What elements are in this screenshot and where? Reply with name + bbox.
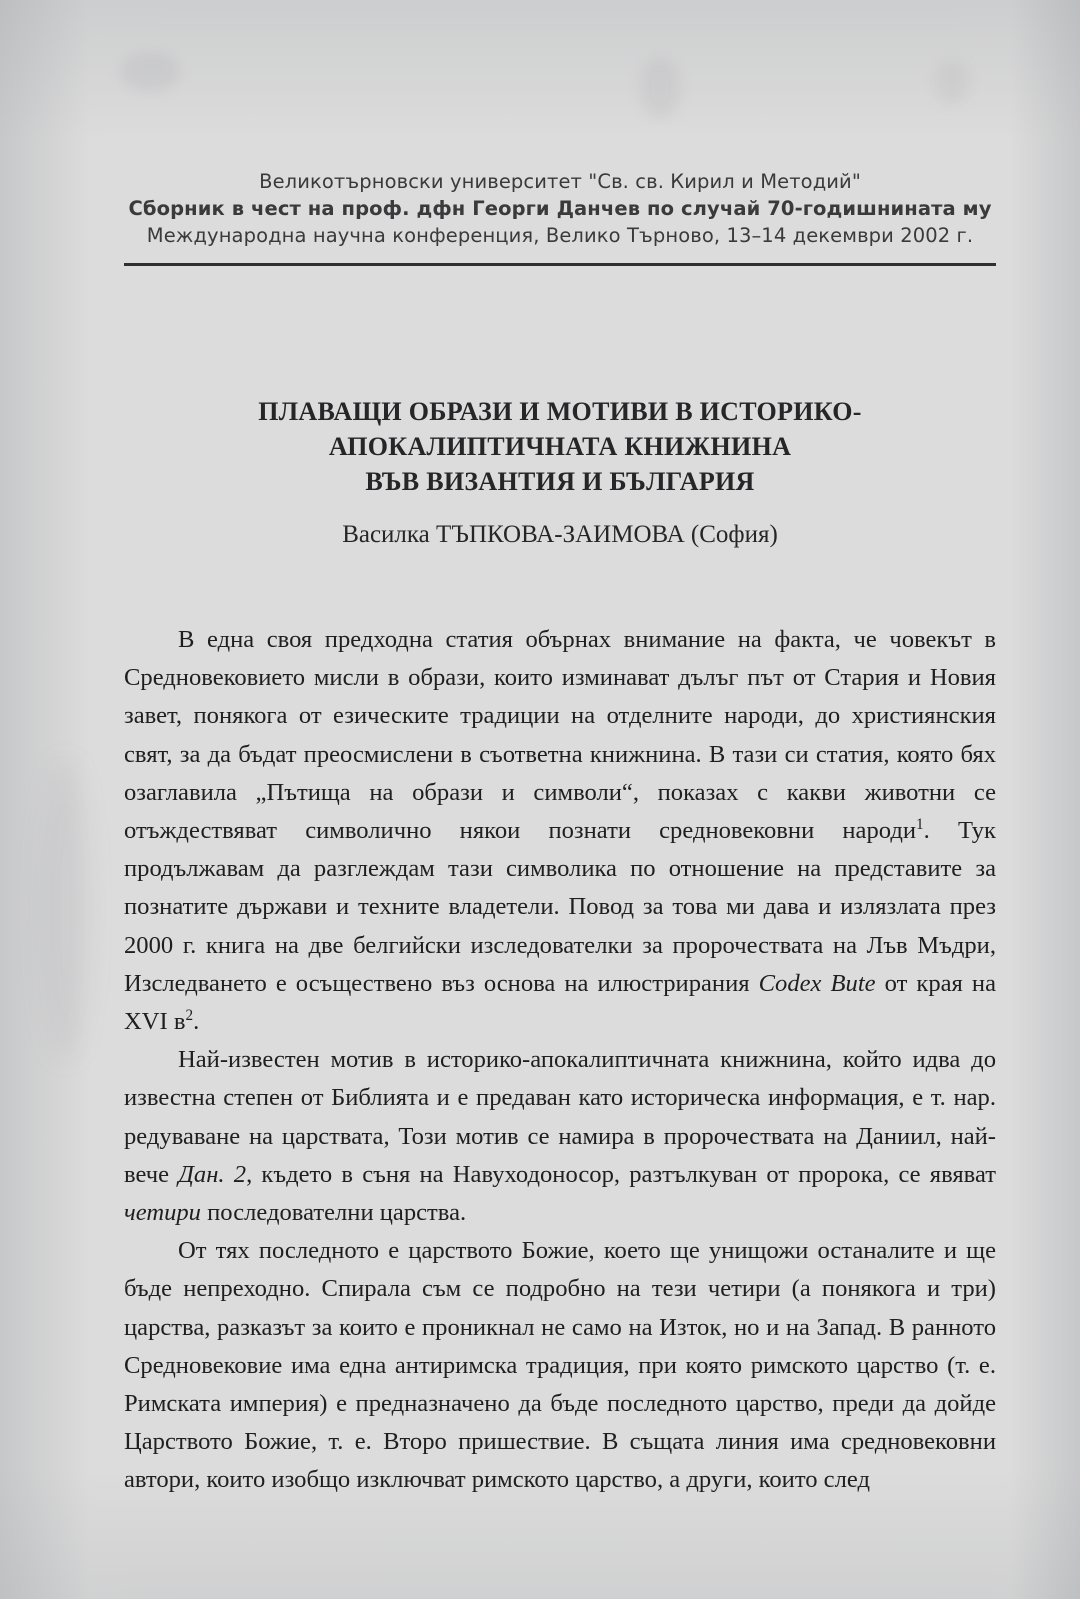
paragraph-2-part-c: последователни царства. [200, 1199, 467, 1227]
daniel-reference-italic: Дан. 2 [178, 1160, 247, 1188]
paragraph-1-part-b: . Тук продължавам да разглеждам тази символика по отношение на представите за познатите държави и техните владетели. Повод за това ми дава и излязлата през 2000 г. книга на две белгийски изследователки за пророчествата на Лъв Мъдри, Изследването е осъществено въз основа на илюстрирания [124, 817, 997, 997]
volume-title: Сборник в чест на проф. дфн Георги Данчев по случай 70-годишнината му [128, 197, 992, 220]
university-name: Великотърновски университет "Св. св. Кирил и Методий" [259, 170, 861, 193]
paragraph-2-part-a: Най-известен мотив в историко-апокалиптичната книжнина, който идва до известна степен от Библията и е предаван като историческа информация, е т. нар. редуваване на царствата, Този мотив се намира в пророчествата на Даниил, най-вече [124, 1046, 996, 1188]
article-author: Василка ТЪПКОВА-ЗАИМОВА (София) [342, 521, 778, 548]
paragraph-3: От тях последното е царството Божие, което ще унищожи останалите и ще бъде непреходно. Спирала съм се подробно на тези четири (а понякога и три) царства, разказът за които е проникнал не само на Изток, но и на Запад. В ранното Средновековие има една антиримска традиция, при която римското царство (т. е. Римската империя) е предназначено да бъде последното царство, преди да дойде Царството Божие, т. е. Второ пришествие. В същата линия има средновековни автори, които изобщо изключват римското царство, а други, които след [124, 1237, 996, 1494]
paragraph-1 [124, 621, 996, 1041]
paragraph-1-part-c: от края на XVI в [124, 969, 996, 1036]
footnote-marker-2: 2 [185, 1006, 194, 1024]
page-title [124, 394, 996, 499]
publication-header [124, 168, 996, 266]
footnote-marker-1: 1 [916, 815, 924, 833]
conference-info: Международна научна конференция, Велико Търново, 13–14 декември 2002 г. [146, 224, 974, 247]
article-body [124, 621, 996, 1500]
header-divider [124, 263, 996, 266]
title-line-3: ВЪВ ВИЗАНТИЯ И БЪЛГАРИЯ [365, 467, 755, 496]
paragraph-2 [124, 1041, 996, 1232]
codex-title-italic: Codex Bute [758, 969, 876, 997]
paragraph-1-part-d: . [193, 1008, 200, 1036]
paragraph-2-part-b: , където в съня на Навуходоносор, разтълкуван от пророка, се явяват [246, 1160, 996, 1188]
four-emphasis-italic: четири [124, 1199, 201, 1227]
title-line-2: АПОКАЛИПТИЧНАТА КНИЖНИНА [328, 432, 792, 461]
page-content [124, 0, 996, 1500]
paragraph-1-part-a: В една своя предходна статия обърнах внимание на факта, че човекът в Средновековието мисли в образи, които изминават дълъг път от Стария и Новия завет, понякога от езическите традиции на отделните народи, до християнския свят, за да бъдат преосмислени в съответна книжнина. В тази си статия, която бях озаглавила „Пътища на образи и символи“, показах с какви животни се отъждествяват символично някои познати средновековни народи [124, 626, 996, 845]
title-line-1: ПЛАВАЩИ ОБРАЗИ И МОТИВИ В ИСТОРИКО- [258, 397, 862, 426]
